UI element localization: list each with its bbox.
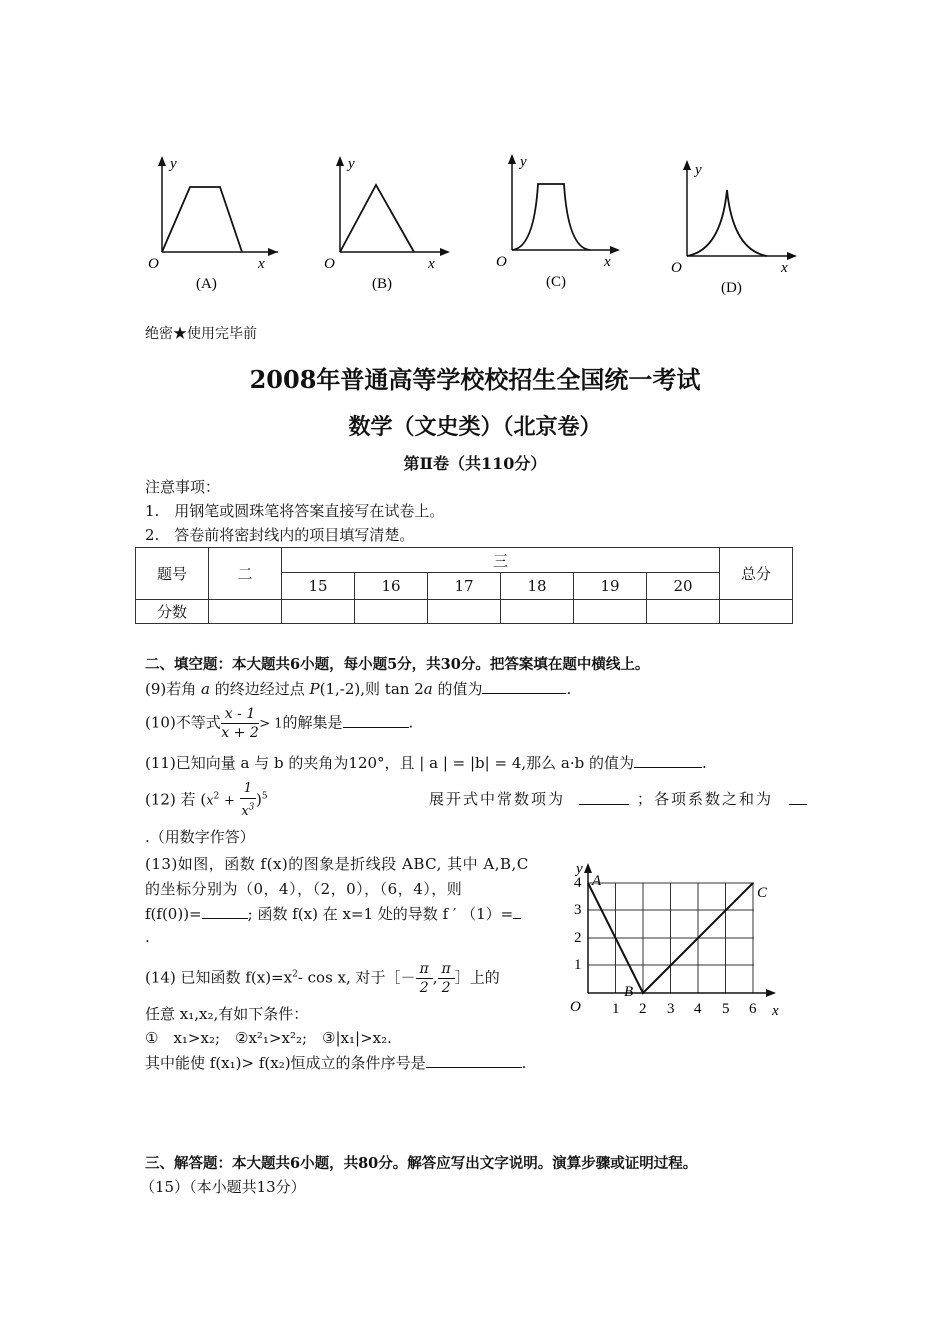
exam-subtitle: 数学（文史类）（北京卷） — [348, 414, 602, 440]
answer-blank — [579, 790, 629, 805]
question-14-line-2: 任意 x₁,x₂,有如下条件： — [145, 1005, 309, 1023]
origin-label: O — [570, 999, 581, 1015]
x-axis-label: x — [781, 260, 788, 276]
fraction: $\frac{x - 1}{x + 2}$ — [221, 706, 259, 741]
answer-blank — [426, 1053, 522, 1068]
x-axis-label: x — [772, 1003, 779, 1019]
x-tick: 2 — [639, 1001, 647, 1017]
score-table — [135, 547, 793, 624]
score-cell — [209, 600, 282, 624]
score-cell — [574, 600, 647, 624]
question-11: (11)已知向量 a 与 b 的夹角为120°，且 | a | = |b| = 4,那么 a·b 的值为 . — [145, 754, 707, 772]
question-13-line-4: . — [145, 928, 150, 946]
col-total: 总分 — [720, 548, 793, 600]
question-14-line-4: 其中能使 f(x₁)> f(x₂)恒成立的条件序号是 . — [145, 1054, 527, 1072]
col-19: 19 — [574, 573, 647, 600]
col-20: 20 — [647, 573, 720, 600]
graph-c — [490, 150, 630, 300]
question-10: (10)不等式 $\frac{x - 1}{x + 2}> 1$的解集是 . — [145, 706, 414, 741]
question-14-line-1: (14) 已知函数 $f(x)=x^2-$ cos x, 对于［－ $\frac{\pi}{2}$, $\frac{\pi}{2}]$上的 — [145, 961, 500, 996]
y-axis-label: y — [576, 861, 583, 877]
col-16: 16 — [355, 573, 428, 600]
origin-label: O — [148, 256, 159, 272]
y-tick: 2 — [574, 930, 582, 946]
answer-blank — [513, 904, 521, 919]
col-15: 15 — [282, 573, 355, 600]
question-13-line-1: (13)如图，函数 f(x)的图象是折线段 ABC, 其中 A,B,C — [145, 855, 529, 873]
option-label-c: (C) — [546, 274, 566, 290]
y-tick: 3 — [574, 902, 582, 918]
answer-blank — [202, 904, 248, 919]
score-cell — [501, 600, 574, 624]
note-item-2: 2. 答卷前将密封线内的项目填写清楚。 — [145, 526, 415, 544]
point-b-label: B — [624, 984, 634, 1000]
question-9: (9)若角 a 的终边经过点 P(1,-2),则 tan 2a 的值为 . — [145, 680, 572, 698]
row-label-question-no: 题号 — [136, 548, 209, 600]
answer-blank — [343, 713, 409, 728]
option-label-d: (D) — [721, 280, 742, 296]
question-12: (12) 若 ($x^2$ + $\frac{1}{x^3})^5$ 展开式中常数项为 ；各项系数之和为 — [145, 780, 810, 821]
score-cell — [720, 600, 793, 624]
option-label-a: (A) — [196, 276, 217, 292]
note-item-1: 1. 用钢笔或圆珠笔将答案直接写在试卷上。 — [145, 502, 445, 520]
x-tick: 1 — [612, 1001, 620, 1017]
y-axis-label: y — [520, 154, 527, 170]
x-axis-label: x — [428, 256, 435, 272]
row-label-score: 分数 — [136, 600, 209, 624]
y-tick: 1 — [574, 957, 582, 973]
point-c-label: C — [757, 885, 768, 901]
score-cell — [647, 600, 720, 624]
x-tick: 4 — [694, 1001, 702, 1017]
answer-blank — [482, 679, 566, 694]
question-13-line-3: f(f(0))= ; 函数 f(x) 在 x=1 处的导数 f ′ （1）= — [145, 903, 521, 924]
score-cell — [282, 600, 355, 624]
graph-b — [318, 150, 458, 300]
col-part-three: 三 — [282, 548, 720, 573]
col-part-two: 二 — [209, 548, 282, 600]
origin-label: O — [496, 254, 507, 270]
score-cell — [428, 600, 501, 624]
fraction: $\frac{1}{x^3}$ — [241, 781, 255, 820]
x-axis-label: x — [604, 254, 611, 270]
x-tick: 3 — [667, 1001, 675, 1017]
question-15-title: （15）（本小题共13分） — [140, 1178, 306, 1196]
col-18: 18 — [501, 573, 574, 600]
fraction: $\frac{\pi}{2}$ — [416, 960, 433, 997]
graph-d — [665, 150, 805, 300]
fraction: $\frac{\pi}{2}$ — [438, 960, 455, 997]
point-a-label: A — [592, 873, 602, 889]
x-tick: 5 — [722, 1001, 730, 1017]
y-tick: 4 — [574, 875, 582, 891]
y-axis-label: y — [695, 162, 702, 178]
score-cell — [355, 600, 428, 624]
y-axis-label: y — [170, 156, 177, 172]
part3-heading: 三、解答题：本大题共6小题，共80分。解答应写出文字说明。演算步骤或证明过程。 — [145, 1155, 698, 1172]
question-12-note: .（用数字作答） — [145, 828, 255, 846]
section-title: 第Ⅱ卷（共110分） — [403, 454, 547, 473]
question-14-line-3: ① x₁>x₂; ②x²₁>x²₂; ③|x₁|>x₂. — [145, 1029, 392, 1047]
answer-blank — [634, 753, 702, 768]
question-13-line-2: 的坐标分别为（0，4），（2，0），（6，4），则 — [145, 880, 463, 898]
graph-a — [140, 150, 280, 300]
y-axis-label: y — [348, 156, 355, 172]
x-axis-label: x — [258, 256, 265, 272]
origin-label: O — [671, 260, 682, 276]
notes-heading: 注意事项： — [145, 478, 221, 496]
part2-heading: 二、填空题：本大题共6小题，每小题5分，共30分。把答案填在题中横线上。 — [145, 656, 650, 673]
option-label-b: (B) — [372, 276, 392, 292]
x-tick: 6 — [749, 1001, 757, 1017]
exam-title: 2008年普通高等学校校招生全国统一考试 — [249, 365, 701, 394]
col-17: 17 — [428, 573, 501, 600]
origin-label: O — [324, 256, 335, 272]
answer-blank — [789, 790, 807, 805]
secret-note: 绝密★使用完毕前 — [145, 326, 257, 342]
q13-graph — [562, 855, 792, 1025]
